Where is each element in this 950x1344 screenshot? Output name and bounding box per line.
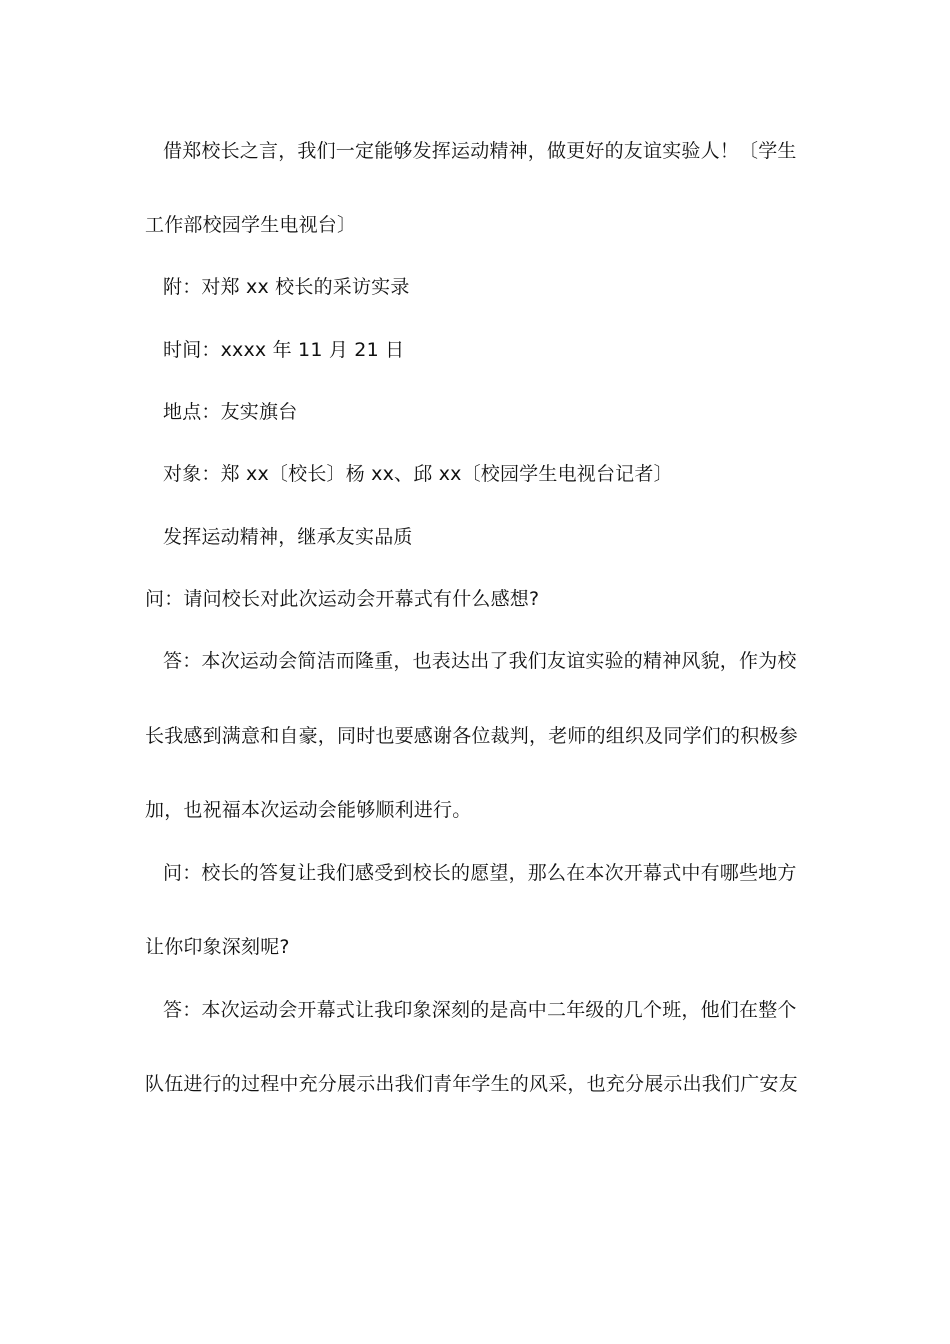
answer-2-line-1: 答：本次运动会开幕式让我印象深刻的是高中二年级的几个班，他们在整个 xyxy=(163,999,797,1021)
answer-1-line-2: 长我感到满意和自豪，同时也要感谢各位裁判，老师的组织及同学们的积极参 xyxy=(145,725,798,747)
question-1: 问：请问校长对此次运动会开幕式有什么感想? xyxy=(145,588,540,610)
paragraph-line-2: 工作部校园学生电视台〕 xyxy=(145,214,357,236)
paragraph-line-1: 借郑校长之言，我们一定能够发挥运动精神，做更好的友谊实验人！〔学生 xyxy=(163,140,797,162)
question-2-line-1: 问：校长的答复让我们感受到校长的愿望，那么在本次开幕式中有哪些地方 xyxy=(163,862,797,884)
section-heading: 发挥运动精神，继承友实品质 xyxy=(163,526,413,548)
appendix-title: 附：对郑 xx 校长的采访实录 xyxy=(163,276,410,298)
interview-location: 地点：友实旗台 xyxy=(163,401,298,423)
answer-1-line-1: 答：本次运动会简洁而隆重，也表达出了我们友谊实验的精神风貌，作为校 xyxy=(163,650,797,672)
answer-1-line-3: 加，也祝福本次运动会能够顺利进行。 xyxy=(145,799,472,821)
interview-time: 时间：xxxx 年 11 月 21 日 xyxy=(163,339,405,361)
answer-2-line-2: 队伍进行的过程中充分展示出我们青年学生的风采，也充分展示出我们广安友 xyxy=(145,1073,798,1095)
interview-participants: 对象：郑 xx〔校长〕杨 xx、邱 xx〔校园学生电视台记者〕 xyxy=(163,463,673,485)
question-2-line-2: 让你印象深刻呢? xyxy=(145,936,290,958)
